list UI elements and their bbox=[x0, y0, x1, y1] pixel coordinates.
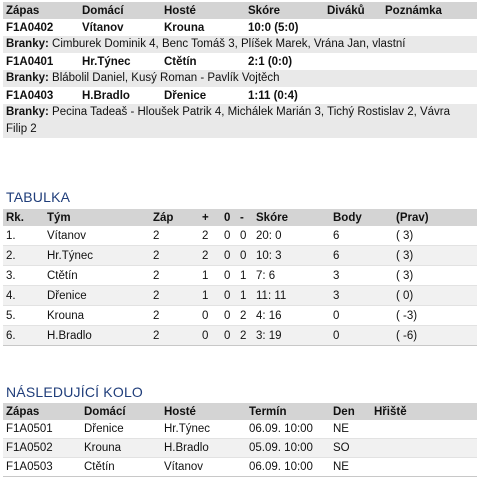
match-score: 10:0 (5:0) bbox=[248, 21, 299, 34]
fixture-day: NE bbox=[330, 420, 371, 439]
col-skore: Skóre bbox=[245, 2, 324, 19]
score: 7: 6 bbox=[253, 266, 330, 286]
col-wins: + bbox=[199, 209, 221, 226]
fixture-away: Hr.Týnec bbox=[161, 420, 246, 439]
match-results-header bbox=[3, 2, 477, 19]
fixture-date: 06.09. 10:00 bbox=[246, 458, 330, 477]
draws: 0 bbox=[221, 246, 237, 266]
score: 20: 0 bbox=[253, 226, 330, 246]
match-away: Dřenice bbox=[164, 89, 207, 102]
draws: 0 bbox=[221, 286, 237, 306]
match-id[interactable]: F1A0402 bbox=[6, 21, 54, 34]
rank: 1. bbox=[3, 226, 44, 246]
played: 2 bbox=[150, 306, 199, 326]
losses: 2 bbox=[237, 326, 253, 346]
fixture-field bbox=[371, 420, 477, 439]
fixture-id[interactable]: F1A0503 bbox=[3, 458, 81, 477]
fixture-date: 06.09. 10:00 bbox=[246, 420, 330, 439]
fixture-away: Vítanov bbox=[161, 458, 246, 477]
prav: ( -6) bbox=[393, 326, 477, 346]
team: Hr.Týnec bbox=[44, 246, 150, 266]
match-spectators bbox=[324, 53, 382, 70]
col-draws: 0 bbox=[221, 209, 237, 226]
col-hoste: Hosté bbox=[161, 403, 246, 420]
team: H.Bradlo bbox=[44, 326, 150, 346]
match-note bbox=[382, 87, 477, 104]
team: Krouna bbox=[44, 306, 150, 326]
score: 3: 19 bbox=[253, 326, 330, 346]
team: Ctětín bbox=[44, 266, 150, 286]
match-home: Hr.Týnec bbox=[82, 55, 131, 68]
losses: 1 bbox=[237, 286, 253, 306]
draws: 0 bbox=[221, 226, 237, 246]
points: 3 bbox=[330, 286, 393, 306]
match-home: H.Bradlo bbox=[82, 89, 130, 102]
fixture-home: Krouna bbox=[81, 439, 161, 458]
draws: 0 bbox=[221, 326, 237, 346]
scorers-text: Blábolil Daniel, Kusý Roman - Pavlík Vojtěch bbox=[52, 72, 280, 84]
draws: 0 bbox=[221, 266, 237, 286]
points: 0 bbox=[330, 326, 393, 346]
prav: ( -3) bbox=[393, 306, 477, 326]
standings-row bbox=[3, 326, 477, 346]
standings-header bbox=[3, 209, 477, 226]
rank: 2. bbox=[3, 246, 44, 266]
col-losses: - bbox=[237, 209, 253, 226]
fixture-away: H.Bradlo bbox=[161, 439, 246, 458]
standings-row bbox=[3, 286, 477, 306]
col-zapas: Zápas bbox=[3, 2, 79, 19]
points: 0 bbox=[330, 306, 393, 326]
rank: 4. bbox=[3, 286, 44, 306]
match-away: Ctětín bbox=[164, 55, 197, 68]
match-row[interactable] bbox=[3, 53, 477, 70]
match-scorers-row bbox=[3, 36, 477, 53]
losses: 0 bbox=[237, 246, 253, 266]
prav: ( 0) bbox=[393, 286, 477, 306]
losses: 1 bbox=[237, 266, 253, 286]
standings-row bbox=[3, 226, 477, 246]
col-played: Záp bbox=[150, 209, 199, 226]
match-scorers-row bbox=[3, 70, 477, 87]
match-note bbox=[382, 19, 477, 36]
wins: 1 bbox=[199, 286, 221, 306]
fixture-row[interactable] bbox=[3, 439, 477, 458]
prav: ( 3) bbox=[393, 266, 477, 286]
col-team: Tým bbox=[44, 209, 150, 226]
col-hriste: Hřiště bbox=[371, 403, 477, 420]
prav: ( 3) bbox=[393, 246, 477, 266]
losses: 2 bbox=[237, 306, 253, 326]
score: 4: 16 bbox=[253, 306, 330, 326]
match-id[interactable]: F1A0401 bbox=[6, 55, 54, 68]
next-round-table bbox=[3, 403, 477, 477]
next-round-header bbox=[3, 403, 477, 420]
col-prav: (Prav) bbox=[393, 209, 477, 226]
match-row[interactable] bbox=[3, 87, 477, 104]
col-den: Den bbox=[330, 403, 371, 420]
team: Vítanov bbox=[44, 226, 150, 246]
match-note bbox=[382, 53, 477, 70]
score: 11: 11 bbox=[253, 286, 330, 306]
standings-table bbox=[3, 209, 477, 346]
played: 2 bbox=[150, 246, 199, 266]
fixture-row[interactable] bbox=[3, 420, 477, 439]
draws: 0 bbox=[221, 306, 237, 326]
scorers-label: Branky: bbox=[6, 106, 49, 118]
fixture-date: 05.09. 10:00 bbox=[246, 439, 330, 458]
rank: 5. bbox=[3, 306, 44, 326]
next-round-title: NÁSLEDUJÍCÍ KOLO bbox=[6, 384, 144, 400]
fixture-home: Dřenice bbox=[81, 420, 161, 439]
wins: 2 bbox=[199, 246, 221, 266]
fixture-field bbox=[371, 439, 477, 458]
standings-row bbox=[3, 266, 477, 286]
match-spectators bbox=[324, 19, 382, 36]
col-divaku: Diváků bbox=[324, 2, 382, 19]
match-score: 1:11 (0:4) bbox=[248, 89, 298, 102]
col-points: Body bbox=[330, 209, 393, 226]
team: Dřenice bbox=[44, 286, 150, 306]
wins: 1 bbox=[199, 266, 221, 286]
played: 2 bbox=[150, 266, 199, 286]
played: 2 bbox=[150, 326, 199, 346]
col-termin: Termín bbox=[246, 403, 330, 420]
fixture-field bbox=[371, 458, 477, 477]
match-away: Krouna bbox=[164, 21, 205, 34]
points: 6 bbox=[330, 246, 393, 266]
fixture-day: SO bbox=[330, 439, 371, 458]
points: 6 bbox=[330, 226, 393, 246]
match-id[interactable]: F1A0403 bbox=[6, 89, 54, 102]
match-row[interactable] bbox=[3, 19, 477, 36]
match-scorers-row bbox=[3, 104, 477, 138]
standings-title: TABULKA bbox=[6, 189, 71, 205]
wins: 0 bbox=[199, 326, 221, 346]
match-spectators bbox=[324, 87, 382, 104]
scorers-label: Branky: bbox=[6, 38, 49, 50]
scorers-text: Pecina Tadeaš - Hloušek Patrik 4, Michálek Marián 3, Tichý Rostislav 2, Vávra Filip 2 bbox=[6, 106, 451, 135]
col-zapas: Zápas bbox=[3, 403, 81, 420]
played: 2 bbox=[150, 226, 199, 246]
standings-row bbox=[3, 306, 477, 326]
score: 10: 3 bbox=[253, 246, 330, 266]
match-score: 2:1 (0:0) bbox=[248, 55, 293, 68]
scorers-label: Branky: bbox=[6, 72, 49, 84]
fixture-id[interactable]: F1A0502 bbox=[3, 439, 81, 458]
scorers-text: Cimburek Dominik 4, Benc Tomáš 3, Plíšek Marek, Vrána Jan, vlastní bbox=[52, 38, 406, 50]
rank: 6. bbox=[3, 326, 44, 346]
points: 3 bbox=[330, 266, 393, 286]
fixture-day: NE bbox=[330, 458, 371, 477]
prav: ( 3) bbox=[393, 226, 477, 246]
wins: 0 bbox=[199, 306, 221, 326]
col-domaci: Domácí bbox=[79, 2, 161, 19]
standings-row bbox=[3, 246, 477, 266]
fixture-id[interactable]: F1A0501 bbox=[3, 420, 81, 439]
wins: 2 bbox=[199, 226, 221, 246]
fixture-home: Ctětín bbox=[81, 458, 161, 477]
played: 2 bbox=[150, 286, 199, 306]
col-hoste: Hosté bbox=[161, 2, 245, 19]
match-home: Vítanov bbox=[82, 21, 124, 34]
col-score: Skóre bbox=[253, 209, 330, 226]
col-rank: Rk. bbox=[3, 209, 44, 226]
col-poznamka: Poznámka bbox=[382, 2, 477, 19]
losses: 0 bbox=[237, 226, 253, 246]
col-domaci: Domácí bbox=[81, 403, 161, 420]
fixture-row[interactable] bbox=[3, 458, 477, 477]
match-results-table bbox=[3, 2, 477, 138]
rank: 3. bbox=[3, 266, 44, 286]
